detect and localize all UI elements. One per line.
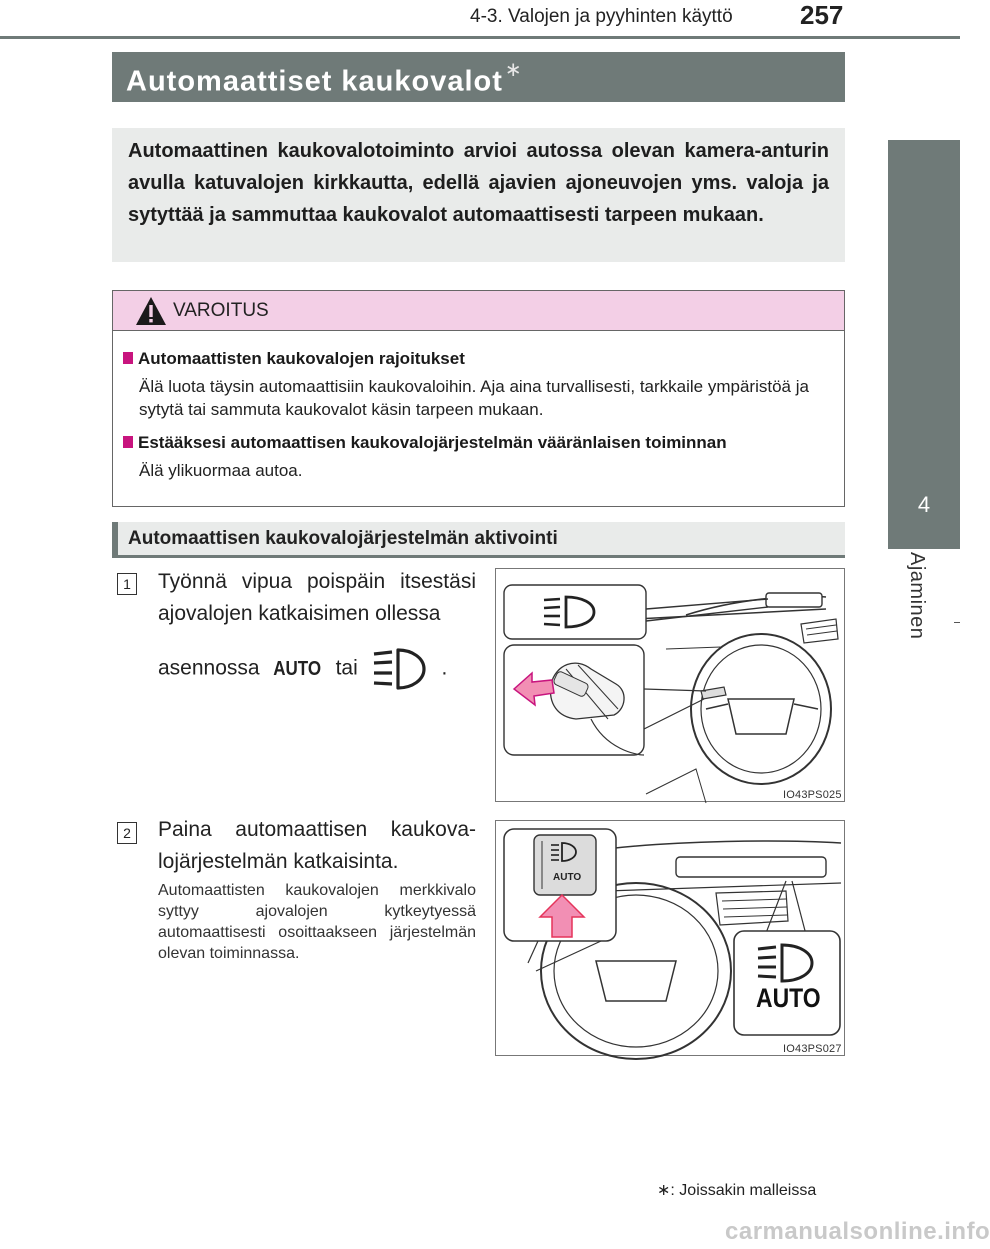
chapter-label: Ajaminen	[906, 552, 928, 640]
step-1-text-line: asennossa AUTO tai .	[158, 646, 476, 692]
page-header	[0, 0, 960, 40]
lever-illustration	[496, 569, 846, 803]
zoom-auto-label: AUTO	[756, 983, 821, 1013]
header-rule	[0, 36, 960, 39]
step-1-text: Työnnä vipua poispäin itsestäsi ajovalojen katkaisimen ollessa	[158, 570, 476, 625]
warning-item	[123, 433, 838, 482]
warning-item-text: Älä ylikuormaa autoa.	[139, 461, 303, 480]
page-title: Automaattiset kaukovalot ∗	[126, 59, 523, 98]
figure-auto-switch	[495, 820, 845, 1056]
step-2-text: Paina automaattisen kaukova-lojärjestelmän katkaisinta.	[158, 818, 476, 873]
subsection-title: Automaattisen kaukovalojärjestelmän aktivointi	[128, 528, 558, 549]
warning-item	[123, 349, 838, 421]
footnote: ∗: Joissakin malleissa	[657, 1182, 817, 1199]
watermark: carmanualsonline.info	[725, 1218, 990, 1245]
warning-item-text: Älä luota täysin automaattisiin kaukovaloihin. Aja aina turvallisesti, tarkkaile ympäristöä ja sytytä tai sammuta kaukovalot käsin tarpeen mukaan.	[139, 377, 809, 419]
warning-triangle-icon	[135, 296, 167, 326]
high-beam-icon	[370, 646, 430, 692]
side-dash	[954, 622, 960, 623]
intro-box	[112, 128, 845, 262]
subsection-header	[112, 522, 845, 558]
figure-code: IO43PS027	[783, 1043, 842, 1055]
warning-item-heading: Estääksesi automaattisen kaukovalojärjestelmän vääränlaisen toiminnan	[123, 433, 838, 453]
title-marker: ∗	[504, 59, 523, 81]
step-number-1: 1	[117, 573, 137, 595]
intro-text: Automaattinen kaukovalotoiminto arvioi autossa olevan kamera-anturin avulla katuvalojen kirkkautta, edellä ajavien ajoneuvojen yms. valoja ja sytyttää ja sammuttaa kaukovalot automaattisesti tarpeen mukaan.	[128, 140, 829, 226]
subsection-accent	[112, 522, 118, 555]
step-number-2: 2	[117, 822, 137, 844]
bullet-square-icon	[123, 352, 133, 364]
main-title-bar	[112, 52, 845, 102]
figure-lever-push	[495, 568, 845, 802]
bullet-square-icon	[123, 436, 133, 448]
switch-auto-label: AUTO	[553, 872, 582, 883]
switch-illustration	[496, 821, 846, 1057]
section-title: 4-3. Valojen ja pyyhinten käyttö	[470, 6, 733, 27]
side-tab-bar	[888, 140, 960, 466]
warning-item-heading: Automaattisten kaukovalojen rajoitukset	[123, 349, 838, 369]
warning-header	[113, 291, 844, 331]
warning-box	[112, 290, 845, 507]
warning-title: VAROITUS	[173, 300, 269, 321]
step-2-note: Automaattisten kaukovalojen merkkivalo syttyy ajovalojen kytkeytyessä automaattisesti osoittaakseen järjestelmän olevan toiminnassa.	[158, 882, 476, 962]
figure-code: IO43PS025	[783, 789, 842, 801]
auto-symbol: AUTO	[273, 657, 322, 680]
chapter-tab: 4	[888, 466, 960, 549]
page-number: 257	[800, 0, 844, 30]
